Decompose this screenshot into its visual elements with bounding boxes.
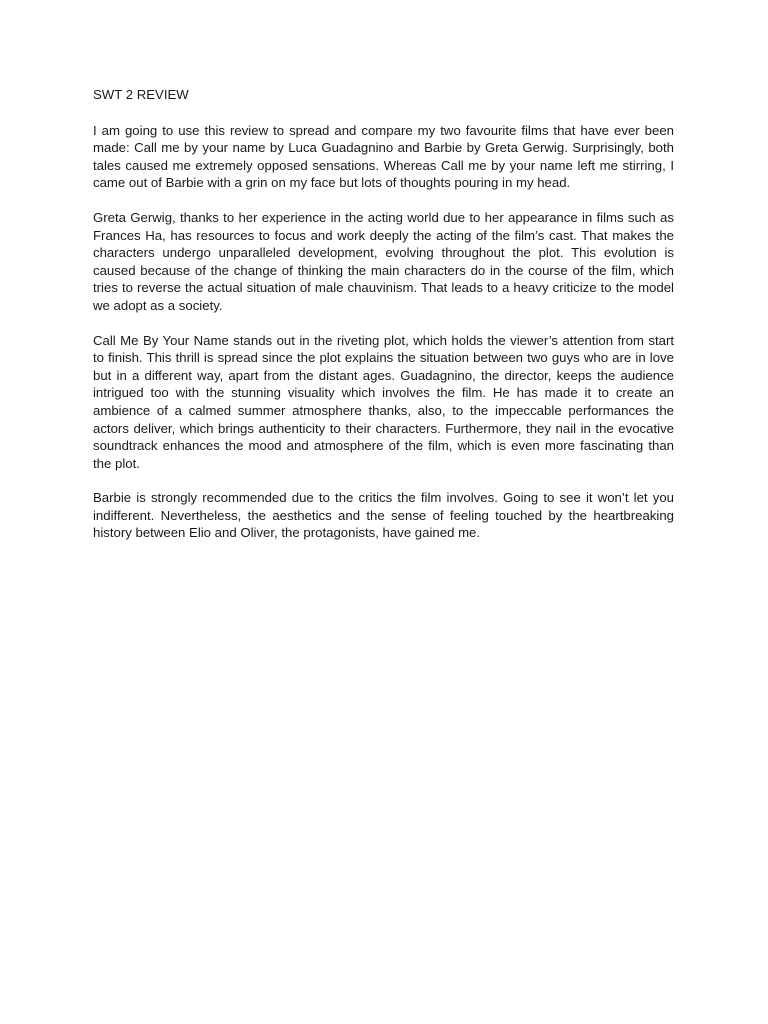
document-title: SWT 2 REVIEW bbox=[93, 87, 189, 102]
paragraph-intro: I am going to use this review to spread and compare my two favourite films that have ever been made: Call me by your name by Luca Guadagnino and Barbie by Greta Gerwig. Surprisingly, both tales caused me extremely opposed sensations. Whereas Call me by your name left me stirring, I came out of Barbie with a grin on my face but lots of thoughts pouring in my head. bbox=[93, 122, 674, 191]
paragraph-conclusion: Barbie is strongly recommended due to the critics the film involves. Going to see it won’t let you indifferent. Nevertheless, the aesthetics and the sense of feeling touched by the heartbreaking history between Elio and Oliver, the protagonists, have gained me. bbox=[93, 490, 674, 541]
document-body bbox=[93, 86, 674, 559]
paragraph-call-me-by-your-name: Call Me By Your Name stands out in the riveting plot, which holds the viewer’s attention from start to finish. This thrill is spread since the plot explains the situation between two guys who are in love but in a different way, apart from the distant ages. Guadagnino, the director, keeps the audience intrigued too with the stunning visuality which involves the film. He has made it to create an ambience of a calmed summer atmosphere thanks, also, to the impeccable performances the actors deliver, which brings authenticity to their characters. Furthermore, they nail in the evocative soundtrack enhances the mood and atmosphere of the film, which is even more fascinating than the plot. bbox=[93, 332, 674, 471]
paragraph-greta-gerwig: Greta Gerwig, thanks to her experience in the acting world due to her appearance in films such as Frances Ha, has resources to focus and work deeply the acting of the film’s cast. That makes the characters undergo unparalleled development, evolving throughout the plot. This evolution is caused because of the change of thinking the main characters do in the course of the film, which tries to reverse the actual situation of male chauvinism. That leads to a heavy criticize to the model we adopt as a society. bbox=[93, 209, 674, 313]
